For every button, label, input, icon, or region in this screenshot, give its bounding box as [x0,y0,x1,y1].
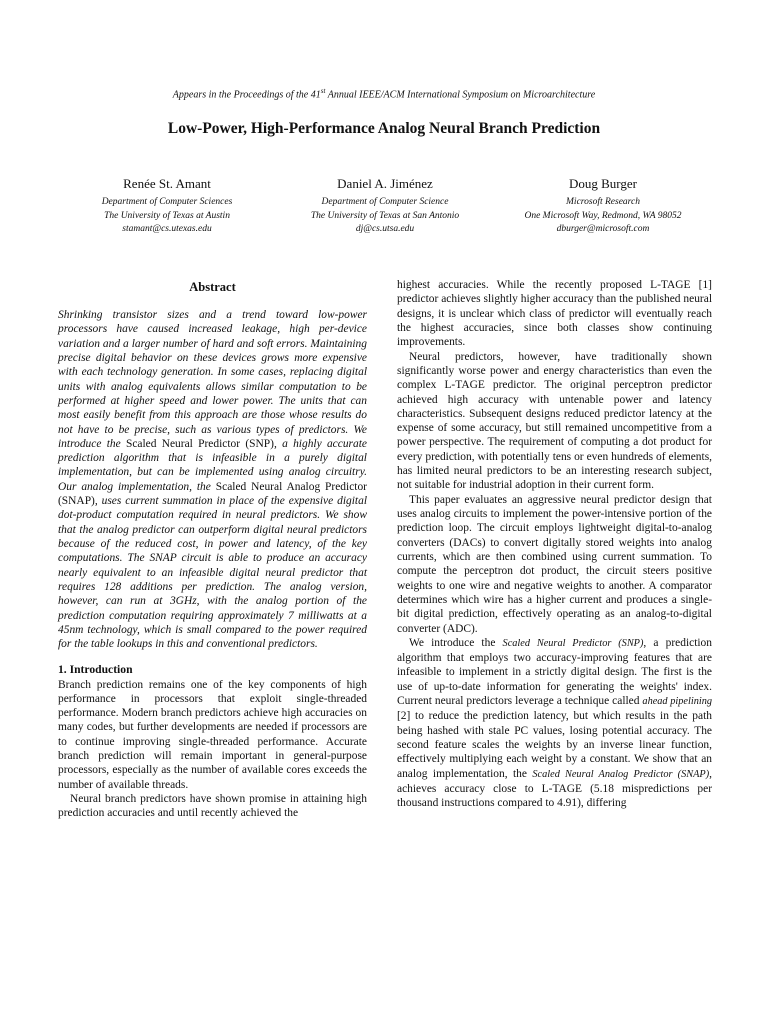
intro-paragraph-4: This paper evaluates an aggressive neural predictor design that uses analog circuits to implement the power-intensive portion of the prediction loop. The circuit employs lightweight digital-to-analog converters (DACs) to convert digitally stored weights into analog currents, which are then combined using current summation. To compute the perceptron dot product, the circuit steers positive weights to one wire and negative weights to another. A comparator determines which wire has a higher current and produces a single-bit digital prediction, effectively operating as an analog-to-digital converter (ADC). [397,493,712,635]
intro-paragraph-5 [397,636,712,811]
author-block [58,175,712,237]
author-1 [58,175,276,237]
p5-snp-term: Scaled Neural Predictor (SNP) [502,637,644,649]
abstract-part-1: Shrinking transistor sizes and a trend toward low-power processors have caused increased leakage, high per-device variation and a larger number of hard and soft errors. Maintaining precise digital behavior on these devices grows more expensive with each technology generation. In some cases, replacing digital units with analog equivalents allows similar computation to be performed at higher speed and lower power. The units that can most easily benefit from this approach are those whose results do not have to be precise, such as various types of predictors. We introduce the [58,309,367,450]
abstract-text [58,308,367,652]
venue-line [0,84,768,102]
p5-snap-term: Scaled Neural Analog Predictor (SNAP) [532,768,710,780]
author-name: Doug Burger [568,176,637,191]
author-2 [276,175,494,237]
author-dept: Microsoft Research [566,197,640,207]
abstract-part-2: , a highly accurate prediction algorithm that is infeasible in a purely digital implementation, but can be implemented using analog circuitry. Our analog implementation, the [58,437,367,493]
venue-prefix: Appears in the Proceedings of the 41 [172,89,321,101]
abstract-snap-name: Scaled Neural Analog Predictor (SNAP) [58,480,367,508]
venue-superscript: st [320,87,326,95]
abstract-snp-name: Scaled Neural Predictor (SNP) [125,437,274,450]
author-3 [494,175,712,237]
left-column [58,278,367,821]
p5-text-c: [2] to reduce the prediction latency, but which results in the path being hashed with stale PC values, losing potential accuracy. The second feature scales the weights by an inverse linear function, effectively multiplying each weight by a constant. We show that an analog implementation, the [397,710,712,780]
intro-paragraph-2-end: highest accuracies. While the recently proposed L-TAGE [1] predictor achieves slightly higher accuracy than the published neural designs, it is unclear which class of predictor will eventually reach the highest accuracies, since both classes show continuing improvements. [397,279,712,349]
author-org: The University of Texas at Austin [104,210,230,221]
author-email: stamant@cs.utexas.edu [122,224,212,234]
intro-paragraph-1: Branch prediction remains one of the key components of high performance in processors that exploit single-threaded performance. Modern branch predictors achieve high accuracies on many codes, but further developments are needed if processors are to continue improving single-threaded performance. Accurate branch prediction will remain important in general-purpose processors, especially as the number of available cores exceeds the number of available threads. [58,678,367,791]
abstract-part-3: , uses current summation in place of the expensive digital dot-product computation required in neural predictors. We show that the analog predictor can outperform digital neural predictors because of the reduced cost, in power and latency, of the key computations. The SNAP circuit is able to produce an accuracy nearly equivalent to an infeasible digital neural predictor that requires 128 additions per prediction. The analog version, however, can run at 3GHz, with the analog portion of the prediction computation requiring approximately 7 milliwatts at a 45nm technology, which is small compared to the power required for the table lookups in this and conventional predictors. [58,495,367,651]
introduction-heading: 1. Introduction [58,662,133,676]
author-email: dj@cs.utsa.edu [355,224,415,234]
p5-text-a: We introduce the [409,636,503,649]
p5-text-b: , a prediction algorithm that employs two accuracy-improving features that are infeasible to implement in a strictly digital design. The first is the use of up-to-date information for generating the weights' index. Current neural predictors leverage a technique called [397,636,712,708]
p5-text-d: , achieves accuracy close to L-TAGE (5.18 mispredictions per thousand instructions compared to 4.91), differing [397,767,712,810]
p5-ahead-term: ahead pipelining [642,696,712,708]
author-org: One Microsoft Way, Redmond, WA 98052 [524,210,682,221]
abstract-heading: Abstract [189,280,236,294]
author-dept: Department of Computer Sciences [101,197,233,207]
author-dept: Department of Computer Science [321,197,449,207]
venue-suffix: Annual IEEE/ACM International Symposium on Microarchitecture [325,89,596,101]
right-column [397,278,712,811]
author-org: The University of Texas at San Antonio [310,210,460,221]
intro-paragraph-2-start: Neural branch predictors have shown promise in attaining high prediction accuracies and until recently achieved the [58,793,367,820]
author-email: dburger@microsoft.com [556,224,650,234]
paper-title: Low-Power, High-Performance Analog Neural Branch Prediction [167,120,601,137]
author-name: Renée St. Amant [123,176,211,191]
intro-paragraph-3: Neural predictors, however, have traditionally shown significantly worse power and energy characteristics than even the complex L-TAGE predictor. The original perceptron predictor achieved high accuracy with untenable power and latency characteristics. Subsequent designs reduced predictor latency at the expense of some accuracy, but still remained uncompetitive from a power perspective. The requirement of computing a dot product for every prediction, with potentially tens or even hundreds of elements, has limited neural predictors to be an interesting research subject, not suitable for industrial adoption in their current form. [397,350,712,492]
author-name: Daniel A. Jiménez [337,176,433,191]
